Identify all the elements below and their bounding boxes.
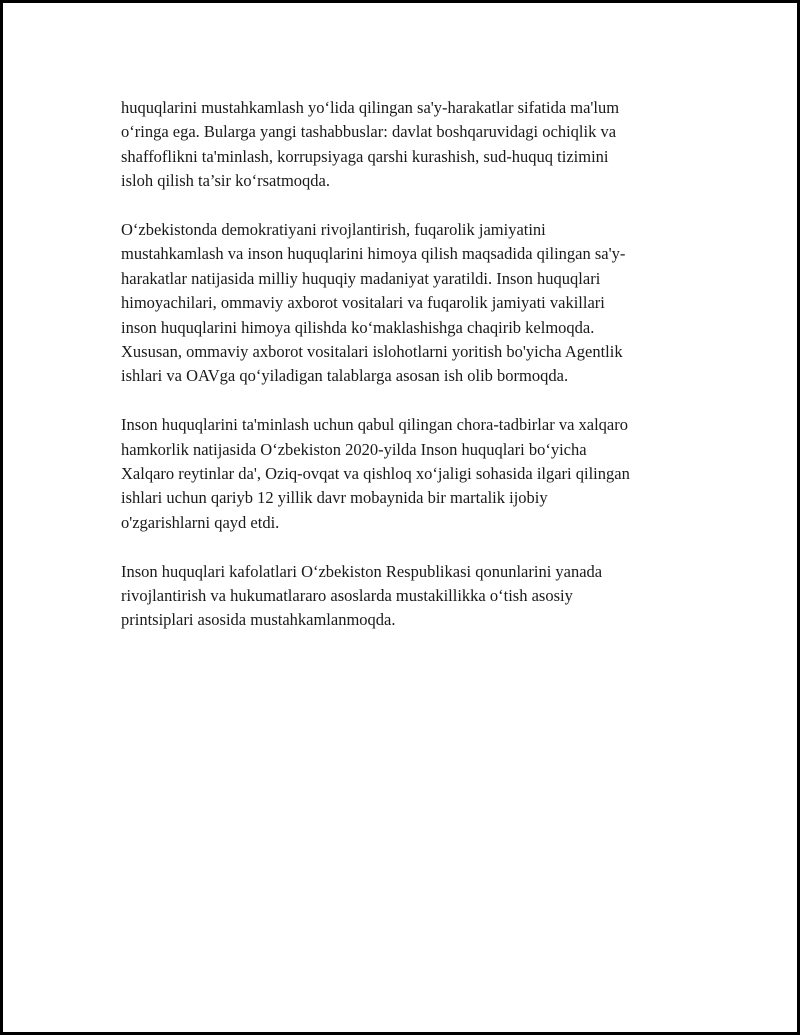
text-line: ishlari va OAVga qo‘yiladigan talablarga asosan ish olib bormoqda. (121, 366, 569, 386)
text-line: Inson huquqlarini ta'minlash uchun qabul qilingan chora-tadbirlar va xalqaro (121, 415, 628, 435)
paragraph-3 (121, 413, 701, 535)
text-line: inson huquqlarini himoya qilishda ko‘maklashishga chaqirib kelmoqda. (121, 317, 595, 337)
text-line: mustahkamlash va inson huquqlarini himoya qilish maqsadida qilingan sa'y- (121, 244, 626, 264)
paragraph-2 (121, 218, 701, 389)
text-line: ishlari uchun qariyb 12 yillik davr mobaynida bir martalik ijobiy (121, 488, 548, 508)
text-line: o'zgarishlarni qayd etdi. (121, 512, 280, 532)
text-line: huquqlarini mustahkamlash yo‘lida qilingan sa'y-harakatlar sifatida ma'lum (121, 98, 620, 117)
text-line: himoyachilari, ommaviy axborot vositalari va fuqarolik jamiyati vakillari (121, 293, 605, 313)
text-line: Xalqaro reytinlar da', Oziq-ovqat va qishloq xo‘jaligi sohasida ilgari qilingan (121, 464, 630, 484)
text-line: o‘ringa ega. Bularga yangi tashabbuslar: davlat boshqaruvidagi ochiqlik va (121, 122, 617, 142)
text-line: printsiplari asosida mustahkamlanmoqda. (121, 610, 396, 630)
text-line: hamkorlik natijasida O‘zbekiston 2020-yilda Inson huquqlari bo‘yicha (121, 439, 587, 459)
text-line: Xususan, ommaviy axborot vositalari islohotlarni yoritish bo'yicha Agentlik (121, 342, 623, 362)
text-line: isloh qilish ta’sir ko‘rsatmoqda. (121, 171, 330, 191)
text-line: shaffoflikni ta'minlash, korrupsiyaga qarshi kurashish, sud-huquq tizimini (121, 146, 609, 166)
text-line: Inson huquqlari kafolatlari O‘zbekiston Respublikasi qonunlarini yanada (121, 561, 603, 581)
paragraph-4 (121, 560, 701, 633)
paragraph-1 (121, 96, 701, 194)
document-body (121, 96, 701, 657)
text-line: harakatlar natijasida milliy huquqiy madaniyat yaratildi. Inson huquqlari (121, 268, 601, 288)
text-line: rivojlantirish va hukumatlararo asoslarda mustakillikka o‘tish asosiy (121, 586, 573, 606)
text-line: O‘zbekistonda demokratiyani rivojlantirish, fuqarolik jamiyatini (121, 220, 546, 240)
